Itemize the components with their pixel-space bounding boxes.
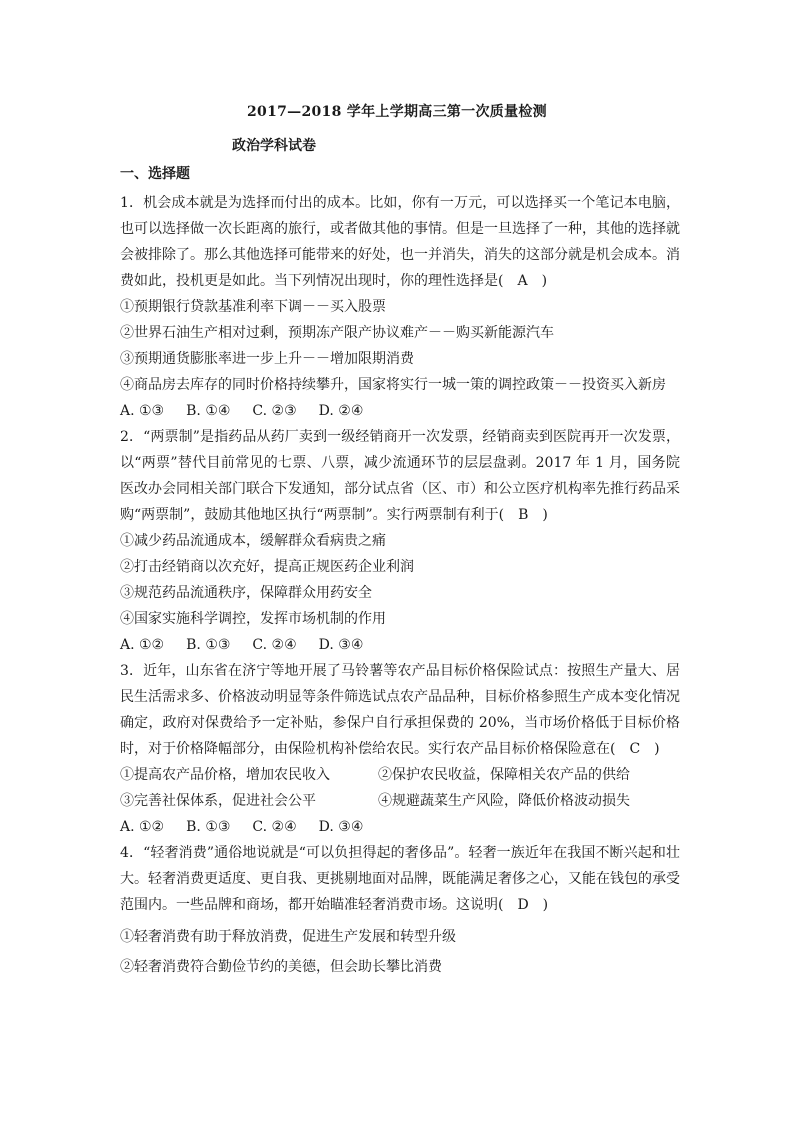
option-a: A. ①② (120, 819, 165, 835)
answer-options (120, 398, 680, 424)
option-d: D. ③④ (318, 637, 364, 653)
question-stem: 4．“轻奢消费”通俗地说就是“可以负担得起的奢侈品”。轻奢一族近年在我国不断兴起和壮大。轻奢消费更适度、更自我、更挑剔地面对品牌，既能满足奢侈之心，又能在钱包的承受范围内。一些品牌和商场，都开始瞄准轻奢消费市场。这说明( D ) (120, 845, 680, 913)
statement-item: ④商品房去库存的同时价格持续攀升，国家将实行一城一策的调控政策－－投资买入新房 (120, 377, 666, 393)
statement-item: ②打击经销商以次充好，提高正规医药企业利润 (120, 559, 414, 575)
answer-options (120, 814, 680, 840)
statement-item: ①轻奢消费有助于释放消费，促进生产发展和转型升级 (120, 929, 456, 945)
statement-item: ①预期银行贷款基准利率下调－－买入股票 (120, 299, 386, 315)
option-a: A. ①③ (120, 403, 165, 419)
option-a: A. ①② (120, 637, 165, 653)
statement-item: ①提高农产品价格，增加农民收入 (120, 767, 330, 783)
statement-item: ④规避蔬菜生产风险，降低价格波动损失 (378, 793, 630, 809)
statement-item: ③预期通货膨胀率进一步上升－－增加限期消费 (120, 351, 414, 367)
statement-row (120, 762, 680, 788)
question-list (120, 190, 680, 982)
question-stem: 3．近年，山东省在济宁等地开展了马铃薯等农产品目标价格保险试点：按照生产量大、居民生活需求多、价格波动明显等条件筛选试点农产品品种，目标价格参照生产成本变化情况确定，政府对保费给予一定补贴，参保户自行承担保费的 20%，当市场价格低于目标价格时，对于价格降幅部分，由保险机构补偿给农民。实行农产品目标价格保险意在( C ) (120, 663, 680, 757)
option-c: C. ②④ (252, 819, 297, 835)
answer-options (120, 632, 680, 658)
question-2 (120, 424, 680, 658)
option-d: D. ③④ (318, 819, 364, 835)
statement-row (120, 788, 680, 814)
statement-item: ③规范药品流通秩序，保障群众用药安全 (120, 585, 372, 601)
option-d: D. ②④ (318, 403, 364, 419)
statement-item: ④国家实施科学调控，发挥市场机制的作用 (120, 611, 386, 627)
statement-item: ③完善社保体系，促进社会公平 (120, 793, 316, 809)
section-heading: 一、选择题 (120, 166, 190, 182)
option-b: B. ①③ (186, 637, 231, 653)
statement-item: ①减少药品流通成本，缓解群众看病贵之痛 (120, 533, 386, 549)
document-subtitle: 政治学科试卷 (232, 138, 316, 154)
option-c: C. ②③ (252, 403, 297, 419)
question-stem: 2．“两票制”是指药品从药厂卖到一级经销商开一次发票，经销商卖到医院再开一次发票，以“两票”替代目前常见的七票、八票，减少流通环节的层层盘剥。2017 年 1 月，国务院医改办会同相关部门联合下发通知，部分试点省（区、市）和公立医疗机构率先推行药品采购“两票制”，鼓励其他地区执行“两票制”。实行两票制有利于( B ) (120, 429, 680, 523)
question-1 (120, 190, 680, 424)
statement-item: ②轻奢消费符合勤俭节约的美德，但会助长攀比消费 (120, 959, 442, 975)
question-3 (120, 658, 680, 840)
document-title: 2017—2018 学年上学期高三第一次质量检测 (246, 104, 547, 120)
question-stem: 1．机会成本就是为选择而付出的成本。比如，你有一万元，可以选择买一个笔记本电脑，也可以选择做一次长距离的旅行，或者做其他的事情。但是一旦选择了一种，其他的选择就会被排除了。那么其他选择可能带来的好处，也一并消失，消失的这部分就是机会成本。消费如此，投机更是如此。当下列情况出现时，你的理性选择是( A ) (120, 195, 680, 289)
option-c: C. ②④ (252, 637, 297, 653)
statement-item: ②保护农民收益，保障相关农产品的供给 (378, 767, 630, 783)
option-b: B. ①③ (186, 819, 231, 835)
question-4 (120, 840, 680, 982)
option-b: B. ①④ (186, 403, 231, 419)
statement-item: ②世界石油生产相对过剩，预期冻产限产协议难产－－购买新能源汽车 (120, 325, 554, 341)
